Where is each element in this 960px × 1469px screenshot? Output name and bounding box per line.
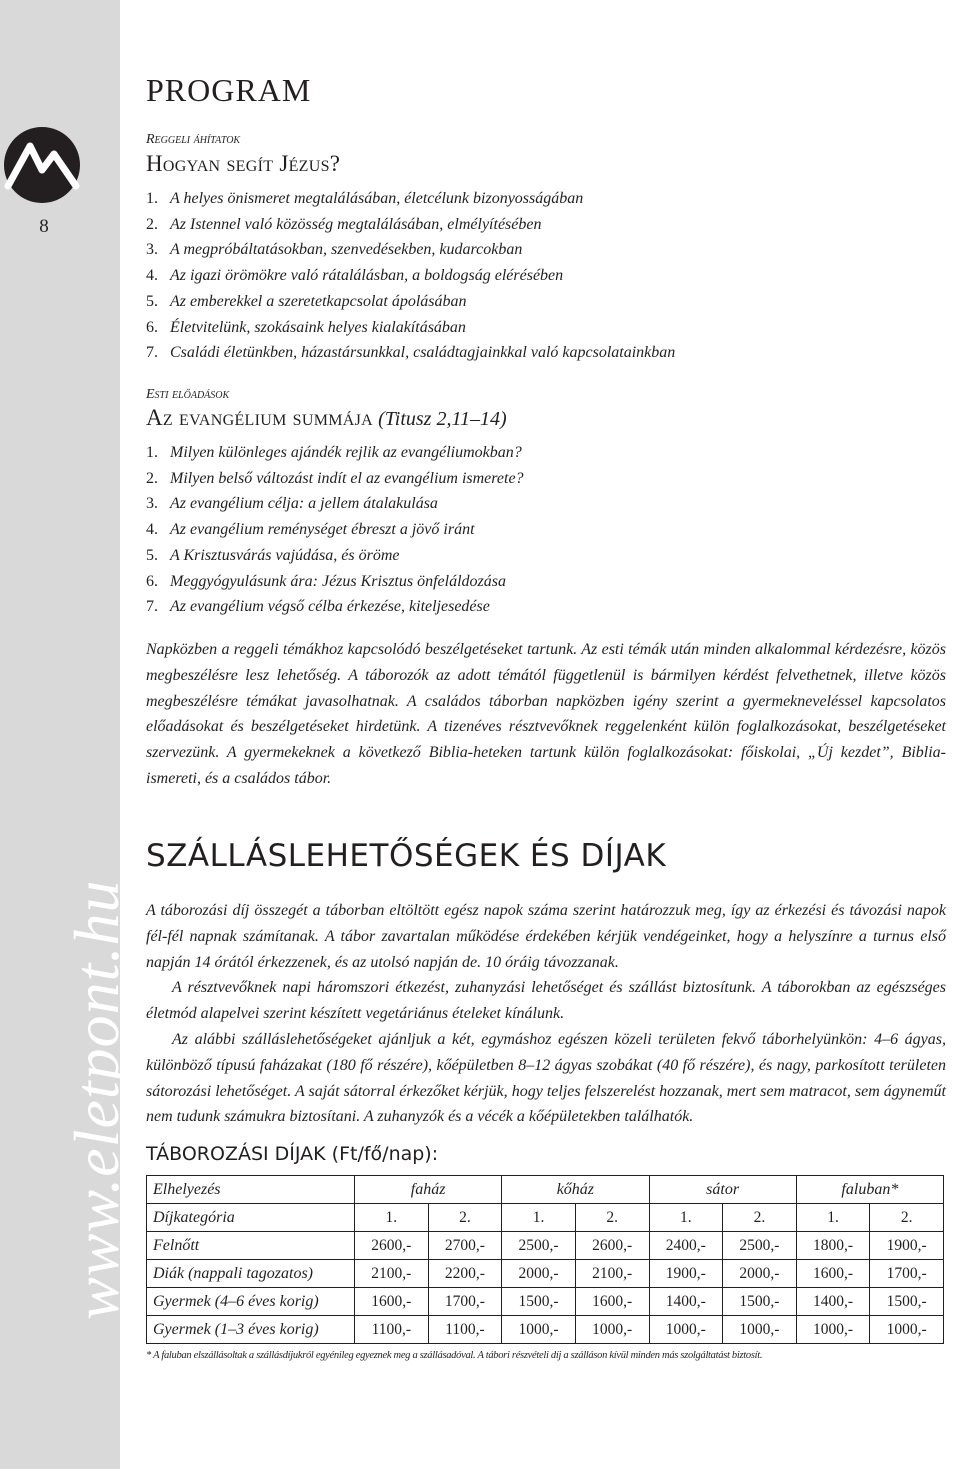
table-cell: 2700,- — [428, 1232, 502, 1260]
fees-table — [146, 1175, 944, 1344]
list-item — [146, 212, 675, 238]
list-item-number: 1. — [146, 444, 158, 461]
table-cell: 1500,- — [502, 1288, 576, 1316]
table-header-label: Elhelyezés — [147, 1176, 355, 1204]
list-item-text: Milyen belső változást indít el az evangélium ismerete? — [170, 469, 524, 487]
table-cell: 1000,- — [796, 1316, 870, 1344]
evening-title: Az evangélium summája — [146, 405, 374, 430]
list-item — [146, 340, 675, 366]
list-item-number: 2. — [146, 469, 158, 487]
table-row-label: Gyermek (1–3 éves korig) — [147, 1316, 355, 1344]
sidebar — [0, 0, 132, 1469]
lodging-text — [146, 898, 946, 1130]
fees-footnote: * A faluban elszállásoltak a szállásdíjukról egyénileg egyeznek meg a szállásadóval. A tábori részvételi díj a szálláson kívül minden más szolgáltatást biztosít. — [146, 1350, 763, 1361]
evening-label: Esti előadások — [146, 387, 230, 402]
list-item-number: 5. — [146, 292, 158, 310]
program-heading: PROGRAM — [146, 72, 312, 108]
lodging-paragraph: A táborozási díj összegét a táborban eltöltött egész napok száma szerint határozzuk meg, így az érkezési és távozási napok fél-fél napnak számítanak. A tábor zavartalan működése érdekében kérjük vendégeinket, hogy a helyszínre a turnus első napján 14 órától érkezzenek, és az utolsó napján de. 10 óráig távozzanak. — [146, 902, 946, 971]
table-cell: 2100,- — [575, 1260, 649, 1288]
table-row-label: Gyermek (4–6 éves korig) — [147, 1288, 355, 1316]
table-cell: 1100,- — [428, 1316, 502, 1344]
list-item-text: Az evangélium célja: a jellem átalakulása — [170, 495, 438, 513]
morning-topic-list — [146, 186, 675, 366]
table-category-cell: 1. — [355, 1204, 429, 1232]
table-category-cell: 1. — [649, 1204, 723, 1232]
list-item-number: 4. — [146, 521, 158, 539]
table-cell: 2400,- — [649, 1232, 723, 1260]
list-item — [146, 569, 524, 595]
list-item — [146, 517, 524, 543]
list-item-text: Életvitelünk, szokásaink helyes kialakításában — [170, 318, 466, 336]
list-item — [146, 440, 524, 466]
morning-label: Reggeli áhítatok — [146, 132, 241, 147]
table-cell: 1000,- — [649, 1316, 723, 1344]
lodging-paragraph: Az alábbi szálláslehetőségeket ajánljuk a két, egymáshoz egészen közeli területen fekvő táborhelyünkön: 4–6 ágyas, különböző típusú faházakat (180 fő részére), kőépületben 8–12 ágyas szobákat (40 fő részére), és nagy, parkosított területen sátorozási lehetőséget. A saját sátorral érkezőket kérjük, hogy teljes felszerelést hozzanak, mert sem matracot, sem ágyneműt nem tudunk számukra biztosítani. A zuhanyzók és a vécék a kőépületekben találhatók. — [146, 1030, 946, 1126]
list-item-number: 6. — [146, 318, 158, 336]
lodging-heading: SZÁLLÁSLEHETŐSÉGEK ÉS DÍJAK — [146, 838, 667, 874]
list-item-number: 1. — [146, 190, 158, 207]
table-cell: 1800,- — [796, 1232, 870, 1260]
table-row-label: Diák (nappali tagozatos) — [147, 1260, 355, 1288]
list-item-text: Az Istennel való közösség megtalálásában, elmélyítésében — [170, 215, 542, 233]
table-cell: 2100,- — [355, 1260, 429, 1288]
table-cell: 1400,- — [649, 1288, 723, 1316]
table-category-cell: 1. — [796, 1204, 870, 1232]
table-category-cell: 1. — [502, 1204, 576, 1232]
list-item — [146, 594, 524, 620]
table-cell: 2000,- — [502, 1260, 576, 1288]
list-item-number: 6. — [146, 572, 158, 590]
table-row-label: Felnőtt — [147, 1232, 355, 1260]
table-cell: 1600,- — [355, 1288, 429, 1316]
list-item-text: Családi életünkben, házastársunkkal, családtagjainkkal való kapcsolatainkban — [170, 344, 676, 362]
table-location-header: kőház — [502, 1176, 649, 1204]
table-category-cell: 2. — [723, 1204, 797, 1232]
list-item — [146, 237, 675, 263]
table-cell: 1000,- — [723, 1316, 797, 1344]
table-location-header: sátor — [649, 1176, 796, 1204]
list-item-text: A Krisztusvárás vajúdása, és öröme — [170, 546, 400, 564]
evening-topic-list — [146, 440, 524, 620]
table-row — [147, 1260, 944, 1288]
table-cell: 1400,- — [796, 1288, 870, 1316]
table-category-cell: 2. — [575, 1204, 649, 1232]
table-location-header: faház — [355, 1176, 502, 1204]
table-cell: 1600,- — [575, 1288, 649, 1316]
list-item — [146, 466, 524, 492]
table-category-cell: 2. — [870, 1204, 944, 1232]
website-url: www.eletpont.hu — [61, 879, 132, 1320]
table-cell: 1600,- — [796, 1260, 870, 1288]
table-cell: 1000,- — [870, 1316, 944, 1344]
mountain-logo-icon — [0, 126, 84, 204]
list-item-number: 5. — [146, 546, 158, 564]
table-cell: 2000,- — [723, 1260, 797, 1288]
lodging-paragraph: A résztvevőknek napi háromszori étkezést, zuhanyzási lehetőséget és szállást biztosítunk. A táborokban az egészséges életmód alapelvei szerint készített vegetáriánus ételeket kínálunk. — [146, 979, 946, 1023]
table-category-cell: 2. — [428, 1204, 502, 1232]
list-item-text: Meggyógyulásunk ára: Jézus Krisztus önfeláldozása — [170, 572, 506, 590]
evening-title-ref: (Titusz 2,11–14) — [378, 408, 507, 430]
list-item — [146, 289, 675, 315]
table-cell: 2500,- — [502, 1232, 576, 1260]
list-item-number: 3. — [146, 495, 158, 513]
table-cell: 2500,- — [723, 1232, 797, 1260]
page-number: 8 — [39, 216, 49, 237]
table-cell: 2200,- — [428, 1260, 502, 1288]
list-item-text: Az emberekkel a szeretetkapcsolat ápolásában — [170, 292, 467, 310]
list-item — [146, 315, 675, 341]
table-cell: 1000,- — [575, 1316, 649, 1344]
list-item-number: 4. — [146, 267, 158, 285]
table-cell: 1900,- — [870, 1232, 944, 1260]
list-item-number: 2. — [146, 215, 158, 233]
list-item — [146, 491, 524, 517]
table-cell: 1500,- — [870, 1288, 944, 1316]
table-cell: 1700,- — [428, 1288, 502, 1316]
table-category-label: Díjkategória — [147, 1204, 355, 1232]
fees-heading: TÁBOROZÁSI DÍJAK (Ft/fő/nap): — [146, 1143, 439, 1165]
list-item-number: 7. — [146, 598, 158, 616]
morning-title: Hogyan segít Jézus? — [146, 151, 341, 176]
list-item-text: A helyes önismeret megtalálásában, életcélunk bizonyosságában — [170, 190, 584, 207]
table-cell: 1900,- — [649, 1260, 723, 1288]
table-row — [147, 1232, 944, 1260]
table-cell: 2600,- — [575, 1232, 649, 1260]
list-item — [146, 186, 675, 212]
list-item-text: A megpróbáltatásokban, szenvedésekben, kudarcokban — [170, 241, 523, 259]
list-item — [146, 543, 524, 569]
table-cell: 1000,- — [502, 1316, 576, 1344]
table-location-header: faluban* — [796, 1176, 943, 1204]
table-cell: 1500,- — [723, 1288, 797, 1316]
program-note-text: Napközben a reggeli témákhoz kapcsolódó beszélgetéseket tartunk. Az esti témák után minden alkalommal kérdezésre, közös megbeszélésre lesz lehetőség. A táborozók az adott témától függetlenül is bármilyen kérdést felvethetnek, illetve közös megbeszélésre témákat javasolhatnak. A családos táborban napközben igény szerint a gyermekneveléssel kapcsolatos előadásokat és beszélgetéseket hirdetünk. A tizenéves résztvevőknek reggelenként külön foglalkozásokat, beszélgetéseket szervezünk. A gyermekeknek a következő Biblia-heteken tartunk külön foglalkozásokat: főiskolai, „Új kezdet”, Biblia-ismereti, és a családos tábor. — [146, 641, 946, 787]
list-item-number: 3. — [146, 241, 158, 259]
table-row — [147, 1288, 944, 1316]
list-item-number: 7. — [146, 344, 158, 362]
table-cell: 1700,- — [870, 1260, 944, 1288]
table-cell: 1100,- — [355, 1316, 429, 1344]
list-item-text: Az evangélium reménységet ébreszt a jövő iránt — [170, 521, 475, 539]
table-header-row — [147, 1176, 944, 1204]
table-row — [147, 1316, 944, 1344]
list-item-text: Milyen különleges ajándék rejlik az evangéliumokban? — [170, 444, 522, 461]
table-cell: 2600,- — [355, 1232, 429, 1260]
list-item-text: Az evangélium végső célba érkezése, kiteljesedése — [170, 598, 490, 616]
evening-title-line — [146, 405, 507, 431]
program-note — [146, 637, 946, 792]
list-item-text: Az igazi örömökre való rátalálásban, a boldogság elérésében — [170, 267, 564, 285]
table-category-row — [147, 1204, 944, 1232]
list-item — [146, 263, 675, 289]
